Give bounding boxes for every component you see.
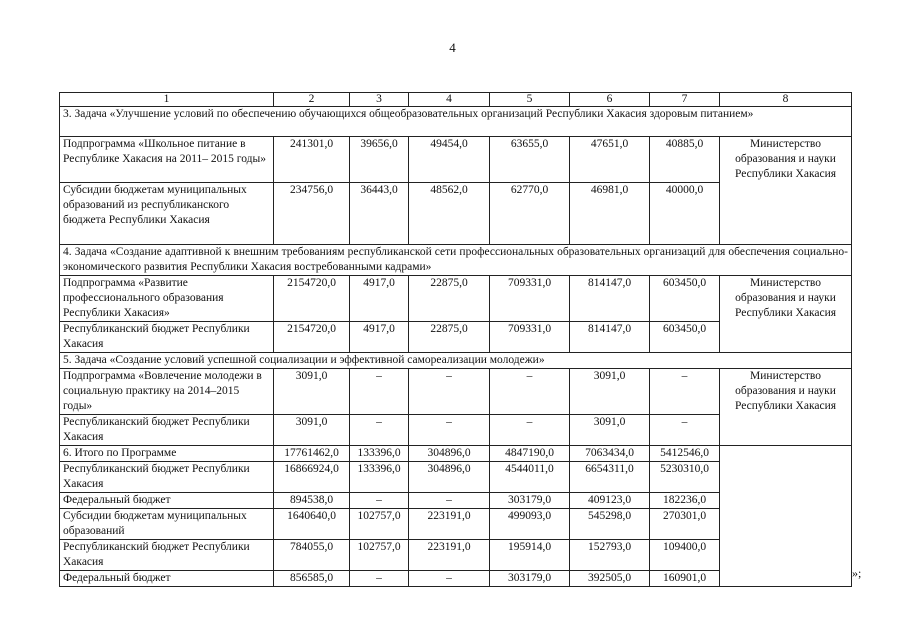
value-cell: 4917,0 [350,322,409,353]
value-cell: – [650,415,720,446]
task4-responsible: Министерство образования и науки Республики Хакасия [720,276,852,353]
totals-responsible-empty [720,446,852,587]
total-row [60,446,852,462]
table-row [60,369,852,415]
value-cell: 784055,0 [274,540,350,571]
program-funding-table [59,92,852,587]
row-name: Подпрограмма «Школьное питание в Республике Хакасия на 2011– 2015 годы» [60,137,274,183]
value-cell: 709331,0 [490,322,570,353]
value-cell: 709331,0 [490,276,570,322]
row-name: Республиканский бюджет Республики Хакасия [60,415,274,446]
table-row [60,137,852,183]
value-cell: 22875,0 [409,276,490,322]
value-cell: – [350,571,409,587]
value-cell: – [409,415,490,446]
value-cell: 603450,0 [650,276,720,322]
row-name: Подпрограмма «Развитие профессионального образования Республики Хакасия» [60,276,274,322]
value-cell: 63655,0 [490,137,570,183]
value-cell: 47651,0 [570,137,650,183]
value-cell: 303179,0 [490,571,570,587]
value-cell: 499093,0 [490,509,570,540]
task3-responsible: Министерство образования и науки Республики Хакасия [720,137,852,245]
value-cell: 1640640,0 [274,509,350,540]
value-cell: 545298,0 [570,509,650,540]
value-cell: 48562,0 [409,183,490,245]
row-name: Федеральный бюджет [60,493,274,509]
value-cell: 603450,0 [650,322,720,353]
value-cell: 270301,0 [650,509,720,540]
value-cell: 17761462,0 [274,446,350,462]
value-cell: 3091,0 [274,369,350,415]
value-cell: 3091,0 [570,415,650,446]
value-cell: 234756,0 [274,183,350,245]
header-cell-3: 3 [350,93,409,107]
task5-responsible: Министерство образования и науки Республики Хакасия [720,369,852,446]
value-cell: 102757,0 [350,509,409,540]
header-cell-6: 6 [570,93,650,107]
value-cell: – [350,369,409,415]
value-cell: 2154720,0 [274,276,350,322]
task4-title: 4. Задача «Создание адаптивной к внешним требованиям республиканской сети профессиональных образовательных организаций для обеспечения социально-экономического развития Республики Хакасия востребованными кадрами» [60,245,852,276]
value-cell: – [409,369,490,415]
value-cell: 36443,0 [350,183,409,245]
value-cell: – [350,415,409,446]
value-cell: – [409,493,490,509]
value-cell: 195914,0 [490,540,570,571]
value-cell: 7063434,0 [570,446,650,462]
task5-title: 5. Задача «Создание условий успешной социализации и эффективной самореализации молодежи» [60,353,852,369]
value-cell: 49454,0 [409,137,490,183]
value-cell: – [490,415,570,446]
value-cell: 22875,0 [409,322,490,353]
value-cell: 392505,0 [570,571,650,587]
value-cell: 303179,0 [490,493,570,509]
row-name: Республиканский бюджет Республики Хакасия [60,462,274,493]
value-cell: 223191,0 [409,540,490,571]
value-cell: 16866924,0 [274,462,350,493]
task4-title-row [60,245,852,276]
value-cell: 814147,0 [570,322,650,353]
value-cell: – [650,369,720,415]
value-cell: 241301,0 [274,137,350,183]
value-cell: 5412546,0 [650,446,720,462]
page-number: 4 [449,40,456,55]
row-name: Республиканский бюджет Республики Хакасия [60,322,274,353]
value-cell: 3091,0 [274,415,350,446]
value-cell: 4544011,0 [490,462,570,493]
task3-title-row [60,107,852,137]
value-cell: 6654311,0 [570,462,650,493]
value-cell: 2154720,0 [274,322,350,353]
row-name: Федеральный бюджет [60,571,274,587]
header-cell-1: 1 [60,93,274,107]
task3-title: 3. Задача «Улучшение условий по обеспечению обучающихся общеобразовательных организаций Республики Хакасия здоровым питанием» [60,107,852,137]
row-name: Республиканский бюджет Республики Хакасия [60,540,274,571]
value-cell: 4847190,0 [490,446,570,462]
value-cell: 46981,0 [570,183,650,245]
header-cell-8: 8 [720,93,852,107]
value-cell: 409123,0 [570,493,650,509]
value-cell: 894538,0 [274,493,350,509]
value-cell: 160901,0 [650,571,720,587]
row-name: Субсидии бюджетам муниципальных образований [60,509,274,540]
value-cell: 4917,0 [350,276,409,322]
header-cell-7: 7 [650,93,720,107]
value-cell: – [350,493,409,509]
value-cell: 40885,0 [650,137,720,183]
task5-title-row [60,353,852,369]
value-cell: 182236,0 [650,493,720,509]
row-name: Подпрограмма «Вовлечение молодежи в социальную практику на 2014–2015 годы» [60,369,274,415]
value-cell: 5230310,0 [650,462,720,493]
value-cell: 304896,0 [409,462,490,493]
value-cell: 814147,0 [570,276,650,322]
header-cell-5: 5 [490,93,570,107]
value-cell: – [409,571,490,587]
value-cell: 304896,0 [409,446,490,462]
value-cell: – [490,369,570,415]
value-cell: 133396,0 [350,462,409,493]
value-cell: 223191,0 [409,509,490,540]
value-cell: 40000,0 [650,183,720,245]
table-row [60,276,852,322]
value-cell: 62770,0 [490,183,570,245]
value-cell: 133396,0 [350,446,409,462]
header-row [60,93,852,107]
value-cell: 152793,0 [570,540,650,571]
row-name: Субсидии бюджетам муниципальных образований из республиканского бюджета Республики Хакасия [60,183,274,245]
value-cell: 109400,0 [650,540,720,571]
value-cell: 39656,0 [350,137,409,183]
closing-quote-mark: »; [852,566,862,580]
header-cell-2: 2 [274,93,350,107]
row-name: 6. Итого по Программе [60,446,274,462]
header-cell-4: 4 [409,93,490,107]
value-cell: 102757,0 [350,540,409,571]
value-cell: 3091,0 [570,369,650,415]
value-cell: 856585,0 [274,571,350,587]
